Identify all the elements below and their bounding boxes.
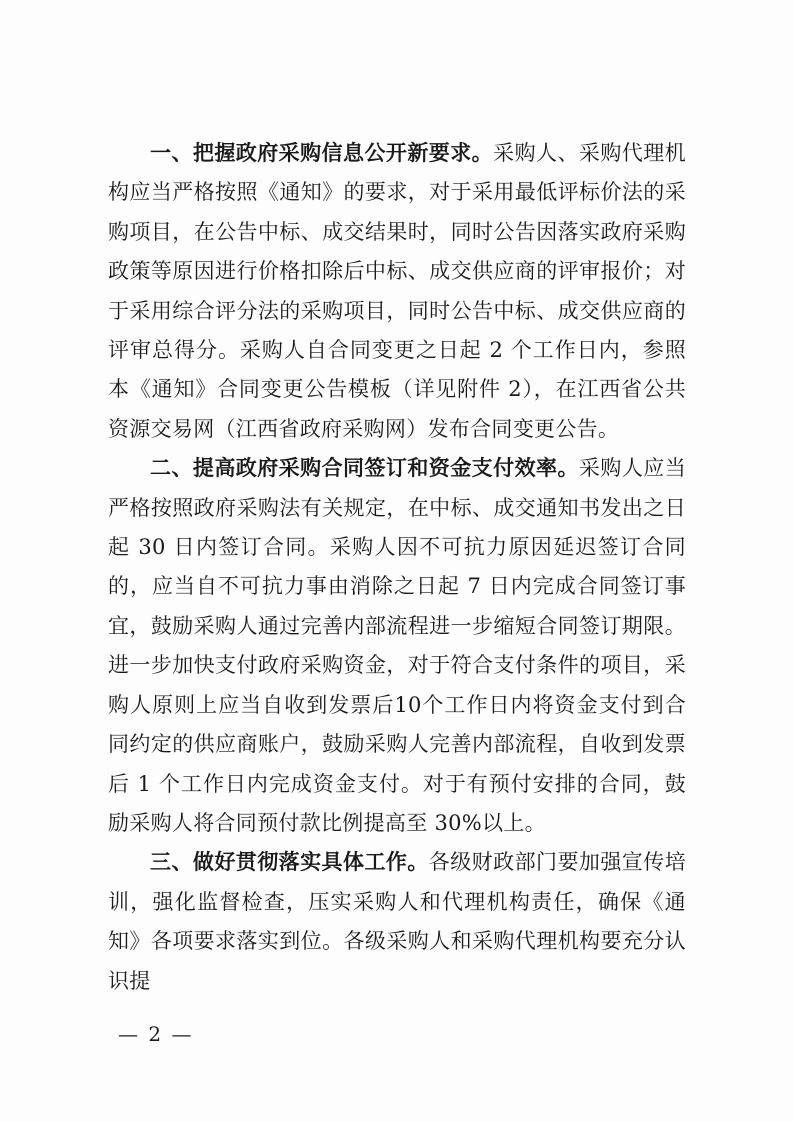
- document-body: [108, 134, 686, 1001]
- paragraph-2: [108, 449, 686, 843]
- paragraph-1-heading: 一、把握政府采购信息公开新要求。: [150, 141, 494, 165]
- paragraph-3: [108, 843, 686, 1001]
- paragraph-1-body: 采购人、采购代理机构应当严格按照《通知》的要求，对于采用最低评标价法的采购项目，在公告中标、成交结果时，同时公告因落实政府采购政策等原因进行价格扣除后中标、成交供应商的评审报价；对于采用综合评分法的采购项目，同时公告中标、成交供应商的评审总得分。采购人自合同变更之日起 2 个工作日内，参照本《通知》合同变更公告模板（详见附件 2），在江西省公共资源交易网（江西省政府采购网）发布合同变更公告。: [108, 141, 686, 441]
- page-number: — 2 —: [118, 1022, 194, 1046]
- paragraph-3-body: 各级财政部门要加强宣传培训，强化监督检查，压实采购人和代理机构责任，确保《通知》各项要求落实到位。各级采购人和采购代理机构要充分认识提: [108, 850, 686, 993]
- paragraph-2-body: 采购人应当严格按照政府采购法有关规定，在中标、成交通知书发出之日起 30 日内签订合同。采购人因不可抗力原因延迟签订合同的，应当自不可抗力事由消除之日起 7 日内完成合同签订事宜，鼓励采购人通过完善内部流程进一步缩短合同签订期限。进一步加快支付政府采购资金，对于符合支付条件的项目，采购人原则上应当自收到发票后10个工作日内将资金支付到合同约定的供应商账户，鼓励采购人完善内部流程，自收到发票后 1 个工作日内完成资金支付。对于有预付安排的合同，鼓励采购人将合同预付款比例提高至 30%以上。: [108, 456, 687, 835]
- paragraph-2-heading: 二、提高政府采购合同签订和资金支付效率。: [150, 456, 579, 481]
- paragraph-1: [108, 134, 686, 449]
- paragraph-3-heading: 三、做好贯彻落实具体工作。: [150, 850, 429, 875]
